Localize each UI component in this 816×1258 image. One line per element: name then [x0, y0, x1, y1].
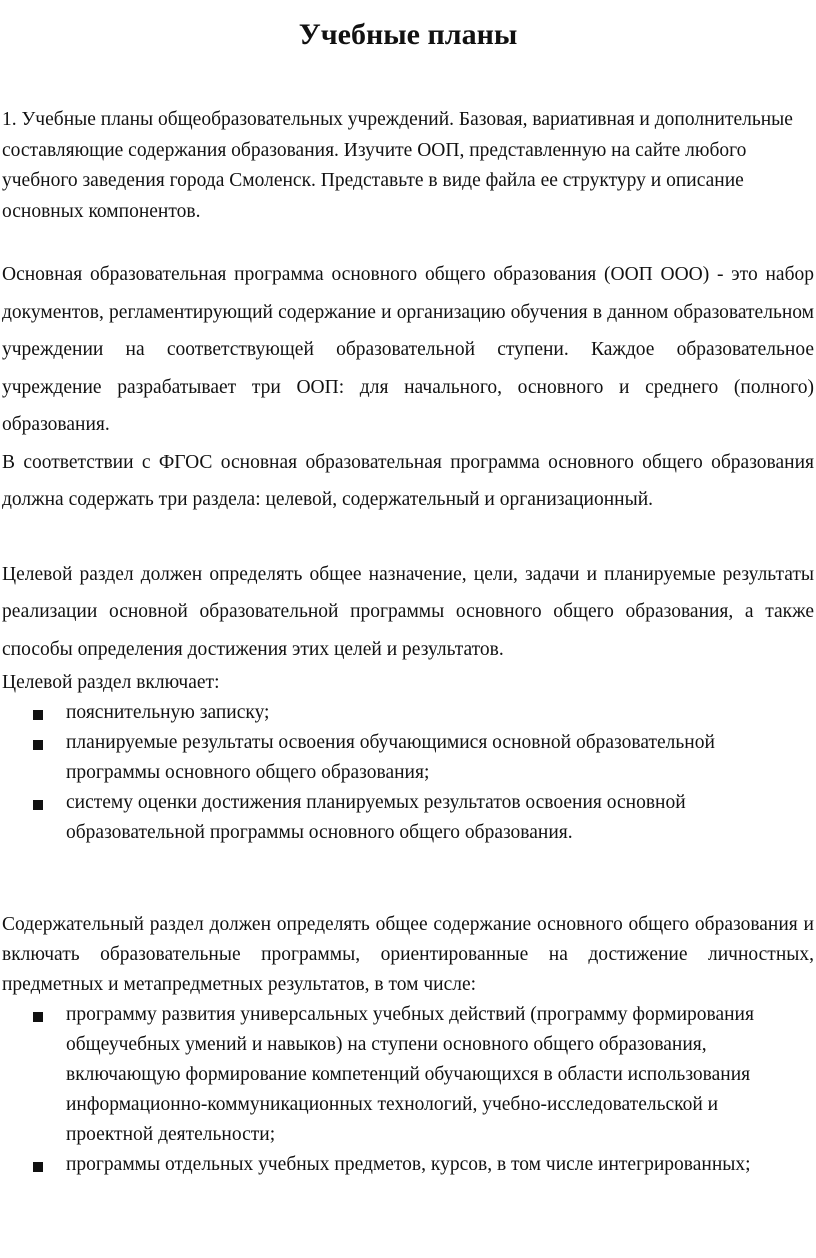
list-item-text: пояснительную записку; [66, 702, 270, 723]
list-item [2, 788, 814, 848]
goal-section-text: Целевой раздел должен определять общее назначение, цели, задачи и планируемые результаты реализации основной образовательной программы основного общего образования, а также способы определения достижения этих целей и результатов. [2, 563, 814, 660]
task-paragraph: 1. Учебные планы общеобразовательных учреждений. Базовая, вариативная и дополнительные составляющие содержания образования. Изучите ООП, представленную на сайте любого учебного заведения города Смоленск. Представьте в виде файла ее структуру и описание основных компонентов. [2, 109, 793, 222]
list-item-text: систему оценки достижения планируемых результатов освоения основной образовательной программы основного общего образования. [66, 792, 686, 843]
list-item [2, 698, 814, 728]
square-bullet-icon [33, 1162, 43, 1172]
square-bullet-icon [33, 740, 43, 750]
goal-section-lead: Целевой раздел включает: [2, 672, 220, 693]
fgos-paragraph: В соответствии с ФГОС основная образовательная программа основного общего образования должна содержать три раздела: целевой, содержательный и организационный. [2, 451, 814, 510]
page-title: Учебные планы [298, 18, 518, 51]
list-item-text: планируемые результаты освоения обучающимися основной образовательной программы основного общего образования; [66, 732, 715, 783]
goal-items-list [2, 698, 814, 848]
square-bullet-icon [33, 710, 43, 720]
goal-section-paragraph [2, 556, 814, 699]
square-bullet-icon [33, 800, 43, 810]
list-item-text: программу развития универсальных учебных действий (программу формирования общеучебных умений и навыков) на ступени основного общего образования, включающую формирование компетенций обучающихся в области использования информационно-коммуникационных технологий, учебно-исследовательской и проектной деятельности; [66, 1004, 754, 1145]
intro-paragraph: Основная образовательная программа основного общего образования (ООП ООО) - это набор документов, регламентирующий содержание и организацию обучения в данном образовательном учреждении на соответствующей образовательной ступени. Каждое образовательное учреждение разрабатывает три ООП: для начального, основного и среднего (полного) образования. [2, 264, 814, 435]
list-item [2, 1150, 814, 1180]
list-item-text: программы отдельных учебных предметов, курсов, в том числе интегрированных; [66, 1154, 751, 1175]
content-section-paragraph: Содержательный раздел должен определять общее содержание основного общего образования и включать образовательные программы, ориентированные на достижение личностных, предметных и метапредметных результатов, в том числе: [2, 914, 814, 995]
list-item [2, 728, 814, 788]
list-item [2, 1000, 814, 1150]
content-items-list [2, 1000, 814, 1180]
square-bullet-icon [33, 1012, 43, 1022]
